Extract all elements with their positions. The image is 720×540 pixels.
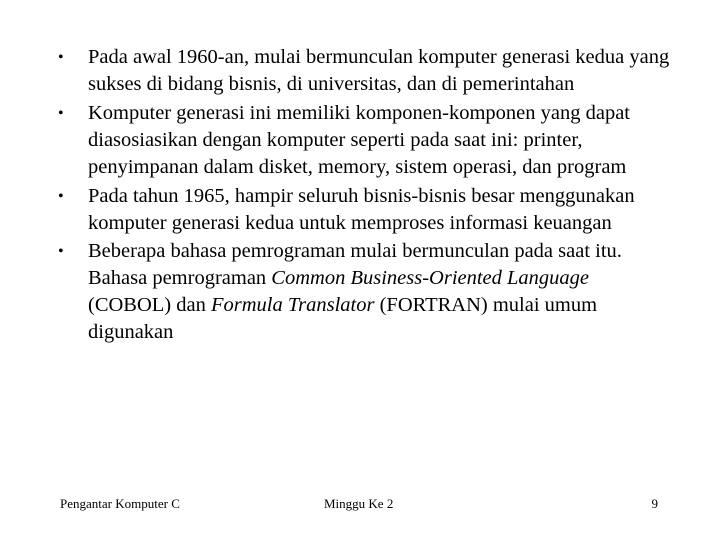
footer-week: Minggu Ke 2 <box>324 496 394 511</box>
bullet-item <box>56 44 676 98</box>
cobol-term: Common Business-Oriented Language <box>271 267 590 290</box>
bullet-dot-icon: • <box>58 243 64 261</box>
bullet-text: Komputer generasi ini memiliki komponen-komponen yang dapat diasosiasikan dengan komputer seperti pada saat ini: printer, penyimpanan dalam disket, memory, sistem operasi, dan program <box>88 101 630 178</box>
bullet-text: Pada tahun 1965, hampir seluruh bisnis-bisnis besar menggunakan komputer generasi kedua untuk memproses informasi keuangan <box>88 184 635 234</box>
bullet-dot-icon: • <box>58 187 64 205</box>
footer-course-title: Pengantar Komputer C <box>60 496 180 511</box>
bullet-text-segment: (COBOL) dan <box>88 294 211 317</box>
slide-content <box>56 44 676 348</box>
bullet-text-segment: (FORTRAN) mulai umum digunakan <box>88 294 598 344</box>
bullet-item <box>56 183 676 237</box>
bullet-dot-icon: • <box>58 49 64 66</box>
bullet-item <box>56 238 676 346</box>
fortran-term: Formula Translator <box>210 294 375 317</box>
bullet-item <box>56 100 676 181</box>
footer-page-number: 9 <box>651 496 658 511</box>
bullet-text-segment: Beberapa bahasa pemrograman mulai bermunculan pada saat itu. Bahasa pemrograman <box>88 240 622 290</box>
bullet-dot-icon: • <box>58 104 64 122</box>
bullet-text: Pada awal 1960-an, mulai bermunculan komputer generasi kedua yang sukses di bidang bisnis, di universitas, dan di pemerintahan <box>88 46 670 95</box>
